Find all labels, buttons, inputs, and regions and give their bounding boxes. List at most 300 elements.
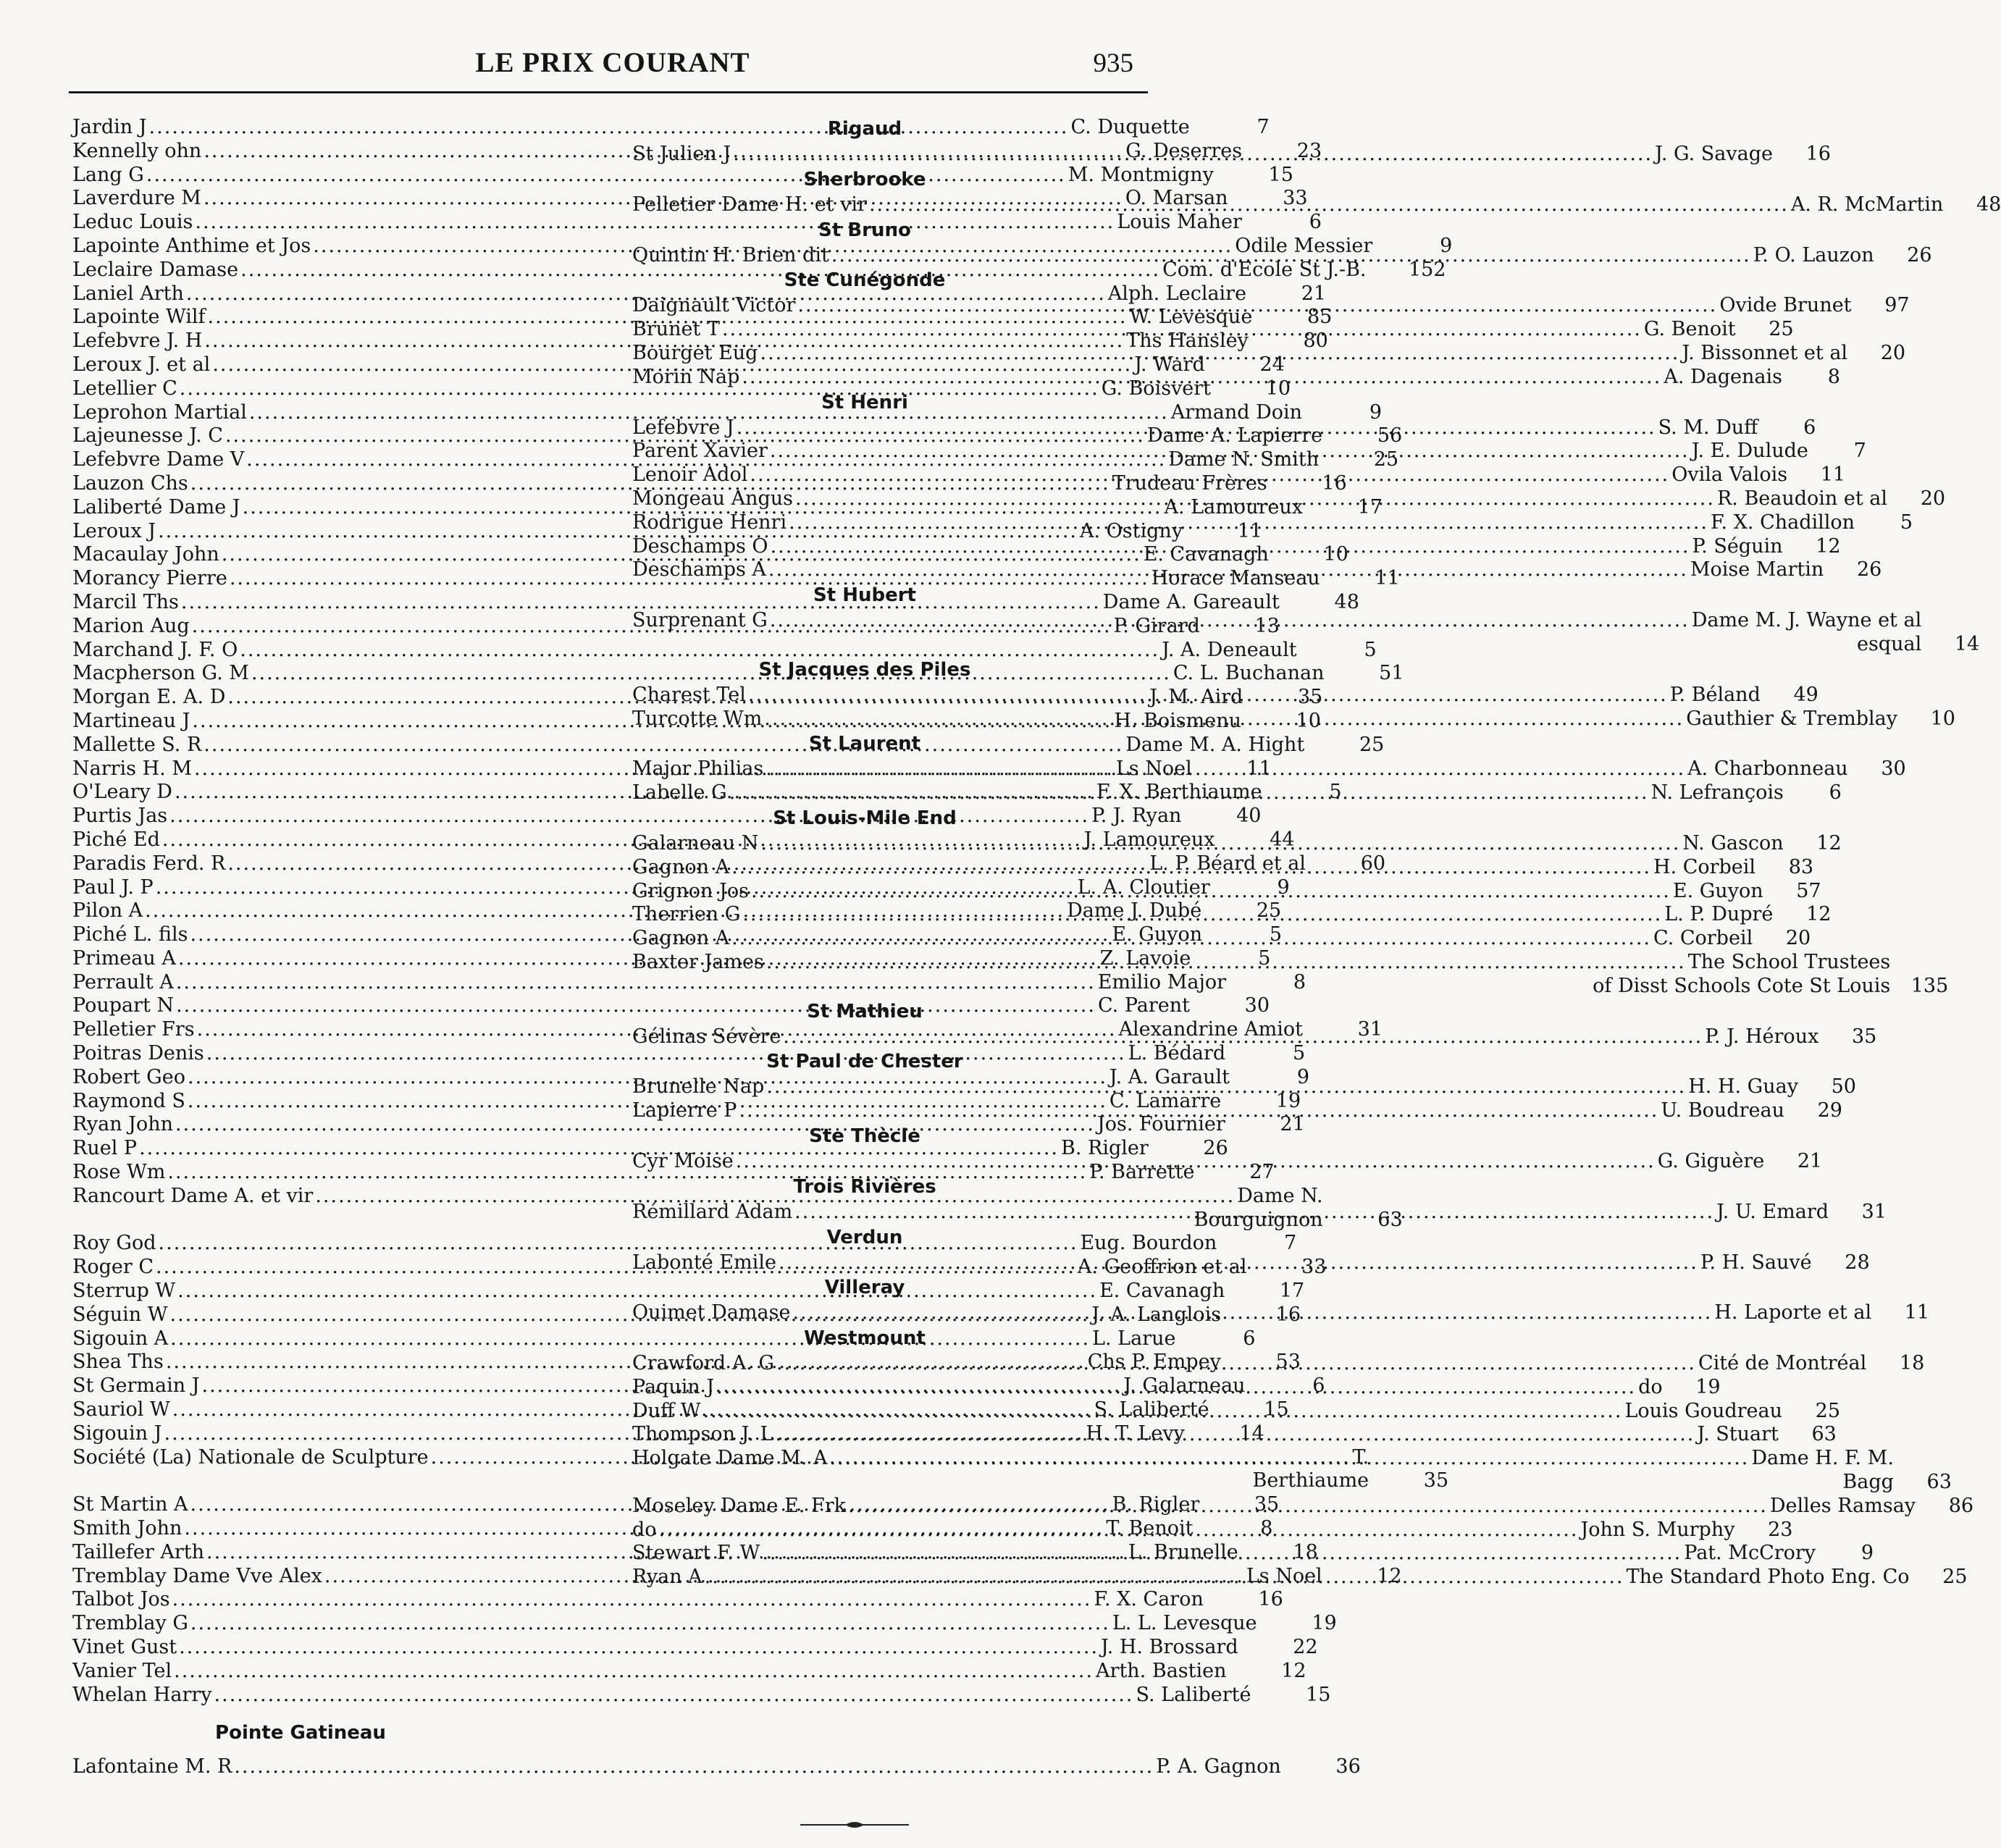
creditor-name: Dame M. J. Wayne et al bbox=[1691, 609, 1922, 632]
debtor-name: Ruel P bbox=[72, 1137, 138, 1160]
creditor-name: Ovila Valois bbox=[1671, 463, 1788, 487]
amount: 16 bbox=[1275, 1303, 1301, 1326]
amount: 22 bbox=[1293, 1636, 1318, 1658]
debtor-name: Lafontaine M. R bbox=[72, 1755, 232, 1778]
creditor-name: J. Bissonnet et al bbox=[1682, 341, 1848, 364]
creditor-name: Louis Maher bbox=[1117, 211, 1242, 234]
amount: 27 bbox=[1249, 1161, 1275, 1184]
debtor-name: Labonté Emile bbox=[632, 1251, 776, 1274]
creditor-name: Dame N. bbox=[1237, 1184, 1323, 1207]
creditor-name: L. Brunelle bbox=[1128, 1540, 1238, 1563]
creditor-name: J. Stuart bbox=[1697, 1423, 1779, 1446]
amount: 25 bbox=[1815, 1399, 1840, 1422]
leader-dots bbox=[774, 1352, 1698, 1376]
amount: 12 bbox=[1281, 1659, 1306, 1682]
creditor-name: The School Trustees bbox=[1687, 950, 1891, 973]
creditor-name: P. J. Héroux bbox=[1705, 1025, 1819, 1048]
creditor-name: R. Beaudoin et al bbox=[1716, 487, 1888, 510]
entry-line bbox=[632, 951, 1890, 975]
amount: 63 bbox=[1811, 1423, 1837, 1446]
debtor-name: Gélinas Sévère bbox=[632, 1025, 781, 1048]
debtor-name: Perrault A bbox=[72, 970, 174, 994]
debtor-name: Deschamps O bbox=[632, 534, 768, 558]
section-heading: Westmount bbox=[804, 1327, 926, 1350]
creditor-name: A. Geoffrion et al bbox=[1077, 1256, 1247, 1279]
amount: 36 bbox=[1335, 1755, 1361, 1778]
creditor-name: G. Benoit bbox=[1643, 318, 1736, 341]
debtor-name: Parent Xavier bbox=[632, 440, 768, 463]
creditor-name: N. Gascon bbox=[1682, 831, 1784, 854]
debtor-name: Sigouin J bbox=[72, 1421, 162, 1445]
leader-dots bbox=[714, 1376, 1638, 1400]
creditor-name: M. Montmigny bbox=[1067, 163, 1214, 186]
section-heading: Villeray bbox=[824, 1277, 905, 1299]
creditor-name: H. H. Guay bbox=[1688, 1075, 1798, 1099]
leader-dots bbox=[657, 1519, 1581, 1542]
amount: 9 bbox=[1277, 875, 1290, 899]
amount: 12 bbox=[1806, 903, 1832, 926]
creditor-name: J. G. Savage bbox=[1655, 143, 1773, 165]
creditor-name: Arth. Bastien bbox=[1096, 1659, 1227, 1682]
creditor-name: Emilio Major bbox=[1097, 970, 1227, 994]
debtor-name: Morgan E. A. D bbox=[72, 686, 226, 709]
debtor-name: Letellier C bbox=[72, 377, 177, 400]
leader-dots bbox=[792, 1201, 1716, 1225]
leader-dots bbox=[740, 903, 1664, 927]
debtor-name: Raymond S bbox=[72, 1089, 185, 1112]
debtor-name: Marchand J. F. O bbox=[72, 638, 238, 661]
list-item bbox=[72, 1161, 1275, 1185]
creditor-name: J. U. Emard bbox=[1716, 1200, 1829, 1223]
section-heading: Pointe Gatineau bbox=[215, 1722, 386, 1744]
amount: 15 bbox=[1306, 1683, 1331, 1706]
section-heading: Ste Thècle bbox=[809, 1125, 920, 1147]
leader-dots bbox=[829, 244, 1753, 268]
list-item bbox=[72, 1755, 1361, 1779]
creditor-name: B. Rigler bbox=[1112, 1493, 1200, 1516]
debtor-name: Ryan A bbox=[632, 1566, 702, 1589]
section-heading: Sherbrooke bbox=[803, 168, 926, 190]
creditor-continuation: Bagg bbox=[1842, 1471, 1894, 1494]
debtor-name: Quintin H. Brien dit bbox=[632, 243, 829, 266]
debtor-name: Leclaire Damase bbox=[72, 258, 239, 281]
creditor-name: H. Boismenu bbox=[1114, 709, 1241, 732]
list-item bbox=[632, 1518, 1793, 1542]
debtor-name: Lapointe Anthime et Jos bbox=[72, 234, 311, 257]
amount: 19 bbox=[1695, 1375, 1721, 1398]
debtor-name: Tremblay Dame Vve Alex bbox=[72, 1564, 322, 1587]
amount: 19 bbox=[1275, 1089, 1301, 1112]
debtor-name: Labelle G bbox=[632, 781, 727, 805]
creditor-name: S. Laliberté bbox=[1094, 1398, 1209, 1421]
creditor-name: Eug. Bourdon bbox=[1080, 1232, 1217, 1255]
amount: 8 bbox=[1260, 1517, 1273, 1540]
leader-dots bbox=[846, 1495, 1770, 1519]
amount: 19 bbox=[1312, 1612, 1337, 1635]
debtor-name: Macaulay John bbox=[72, 543, 219, 566]
amount: 48 bbox=[1976, 193, 2001, 216]
creditor-name: Odile Messier bbox=[1235, 234, 1373, 257]
amount: 12 bbox=[1377, 1564, 1402, 1587]
creditor-name: L. A. Cloutier bbox=[1077, 875, 1210, 899]
end-ornament bbox=[800, 1818, 909, 1832]
entry-text bbox=[632, 609, 1921, 657]
creditor-name: A. Ostigny bbox=[1080, 519, 1183, 542]
amount: 23 bbox=[1296, 139, 1322, 162]
amount: 5 bbox=[1329, 781, 1342, 804]
amount: 14 bbox=[1954, 632, 1980, 655]
debtor-name: Laverdure M bbox=[72, 187, 201, 210]
amount: 85 bbox=[1306, 306, 1333, 329]
creditor-name: F. X. Caron bbox=[1094, 1588, 1204, 1611]
leader-dots bbox=[763, 757, 1687, 781]
creditor-name: T. bbox=[1352, 1445, 1369, 1469]
section-heading: Verdun bbox=[826, 1226, 903, 1248]
amount: 8 bbox=[1293, 970, 1306, 994]
amount: 63 bbox=[1926, 1471, 1952, 1494]
creditor-name: C. L. Buchanan bbox=[1173, 662, 1325, 685]
section-heading: St Laurent bbox=[808, 733, 921, 755]
creditor-name: Delles Ramsay bbox=[1769, 1494, 1916, 1517]
debtor-name: Rémillard Adam bbox=[632, 1200, 793, 1223]
debtor-name: Rancourt Dame A. et vir bbox=[72, 1184, 314, 1207]
amount: 35 bbox=[1254, 1493, 1280, 1516]
amount: 25 bbox=[1373, 448, 1399, 471]
amount: 9 bbox=[1861, 1542, 1874, 1565]
debtor-name: Cyr Moise bbox=[632, 1149, 734, 1172]
creditor-name: E. Cavanagh bbox=[1143, 543, 1269, 566]
creditor-name: J. E. Dulude bbox=[1691, 440, 1808, 463]
creditor-name: J. H. Brossard bbox=[1101, 1636, 1238, 1658]
creditor-name: Gauthier & Tremblay bbox=[1686, 707, 1897, 730]
debtor-name: Grignon Jos bbox=[632, 879, 749, 902]
debtor-name: Martineau J bbox=[72, 709, 190, 732]
creditor-name: A. Dagenais bbox=[1664, 365, 1782, 388]
amount: 11 bbox=[1246, 757, 1272, 780]
list-item bbox=[72, 377, 1291, 401]
creditor-name: L. P. Béard et al bbox=[1149, 852, 1306, 875]
amount: 35 bbox=[1297, 686, 1323, 709]
debtor-name: Primeau A bbox=[72, 946, 176, 970]
amount: 53 bbox=[1275, 1351, 1301, 1374]
debtor-name: Sigouin A bbox=[72, 1327, 169, 1350]
leader-dots bbox=[773, 1423, 1697, 1447]
section-heading: St Mathieu bbox=[807, 1000, 923, 1022]
amount: 11 bbox=[1375, 567, 1400, 590]
leader-dots bbox=[727, 781, 1651, 805]
debtor-name: St Germain J bbox=[72, 1374, 200, 1398]
leader-dots bbox=[762, 707, 1686, 731]
creditor-name: Cité de Montréal bbox=[1698, 1352, 1867, 1375]
leader-dots bbox=[734, 1150, 1658, 1174]
section-heading: St Jacques des Piles bbox=[758, 658, 971, 681]
creditor-name: Dame M. A. Hight bbox=[1125, 733, 1305, 756]
debtor-name: Kennelly ohn bbox=[72, 139, 202, 162]
amount: 21 bbox=[1301, 282, 1327, 305]
creditor-name: U. Boudreau bbox=[1661, 1099, 1784, 1122]
debtor-name: Therrien G bbox=[632, 903, 741, 926]
debtor-name: Vanier Tel bbox=[72, 1659, 172, 1682]
leader-dots bbox=[739, 366, 1664, 390]
amount: 5 bbox=[1258, 946, 1271, 970]
creditor-name: Dame A. Lapierre bbox=[1146, 424, 1323, 448]
creditor-continuation: esqual bbox=[1856, 632, 1922, 655]
debtor-name: Galarneau N bbox=[632, 831, 759, 854]
leader-dots bbox=[768, 609, 1692, 633]
list-item bbox=[72, 1636, 1318, 1660]
debtor-name: Thompson J. L bbox=[632, 1423, 773, 1446]
debtor-name: Robert Geo bbox=[72, 1065, 185, 1088]
debtor-name: Holgate Dame M. A bbox=[632, 1447, 828, 1470]
creditor-name: Horace Manseau bbox=[1151, 567, 1320, 590]
amount: 12 bbox=[1816, 831, 1842, 854]
section-heading: St Hubert bbox=[813, 584, 916, 607]
amount: 7 bbox=[1257, 116, 1270, 138]
debtor-name: Laliberté Dame J bbox=[72, 495, 240, 518]
creditor-name: J. A. Langlois bbox=[1091, 1303, 1222, 1326]
amount: 5 bbox=[1900, 511, 1913, 534]
debtor-name: Bourget Eug bbox=[632, 341, 758, 364]
creditor-name: A. Charbonneau bbox=[1687, 757, 1848, 781]
creditor-name: do bbox=[1638, 1375, 1663, 1398]
creditor-name: C. Parent bbox=[1097, 994, 1191, 1017]
creditor-name: A. R. McMartin bbox=[1790, 193, 1944, 216]
creditor-name: O. Marsan bbox=[1125, 187, 1228, 210]
section-heading: St Paul de Chester bbox=[766, 1051, 963, 1073]
debtor-name: Lapointe Wilf bbox=[72, 306, 206, 329]
leader-dots bbox=[734, 416, 1658, 440]
amount: 25 bbox=[1769, 318, 1794, 341]
debtor-name: Lajeunesse J. C bbox=[72, 424, 223, 448]
leader-dots bbox=[749, 880, 1673, 904]
leader-dots bbox=[793, 487, 1717, 511]
amount: 57 bbox=[1796, 879, 1821, 902]
amount: 20 bbox=[1785, 927, 1811, 950]
creditor-name: J. A. Garault bbox=[1109, 1065, 1230, 1088]
leader-dots bbox=[729, 856, 1653, 880]
leader-dots bbox=[776, 1251, 1700, 1275]
debtor-name: Brunet T bbox=[632, 318, 720, 341]
creditor-name: Louis Goudreau bbox=[1624, 1399, 1782, 1422]
debtor-name: Laniel Arth bbox=[72, 282, 184, 305]
section-heading: Ste Cunégonde bbox=[784, 269, 946, 292]
debtor-name: do bbox=[632, 1518, 657, 1541]
amount: 12 bbox=[1816, 534, 1841, 558]
leader-dots bbox=[747, 463, 1671, 487]
leader-dots bbox=[232, 1755, 1156, 1779]
amount: 33 bbox=[1301, 1256, 1327, 1279]
amount: 11 bbox=[1820, 463, 1846, 487]
amount: 56 bbox=[1377, 424, 1403, 448]
amount: 10 bbox=[1296, 709, 1321, 732]
list-item bbox=[72, 1659, 1306, 1684]
creditor-name: Pat. McCrory bbox=[1684, 1542, 1816, 1565]
leader-dots bbox=[781, 1025, 1705, 1049]
debtor-name: Moseley Dame E. Frk bbox=[632, 1494, 846, 1517]
debtor-name: Duff W bbox=[632, 1399, 701, 1422]
creditor-name: L. P. Dupré bbox=[1664, 903, 1774, 926]
creditor-name: P. Girard bbox=[1113, 614, 1200, 637]
amount: 18 bbox=[1293, 1540, 1318, 1563]
creditor-name: Ls Noel bbox=[1115, 757, 1192, 780]
creditor-name: J. Ward bbox=[1134, 353, 1205, 376]
debtor-name: Séguin W bbox=[72, 1303, 168, 1326]
amount: 28 bbox=[1845, 1251, 1870, 1274]
creditor-name: T. Benoit bbox=[1106, 1517, 1194, 1540]
amount: 31 bbox=[1861, 1200, 1887, 1223]
amount: 7 bbox=[1853, 440, 1866, 463]
debtor-name: Lefebvre J. H bbox=[72, 329, 203, 353]
amount: 11 bbox=[1237, 519, 1263, 542]
entry-line bbox=[632, 1447, 1894, 1471]
debtor-name: Narris H. M bbox=[72, 757, 192, 780]
amount: 31 bbox=[1357, 1018, 1383, 1041]
creditor-name: P. J. Ryan bbox=[1091, 805, 1182, 828]
creditor-name: Jos. Fournier bbox=[1096, 1113, 1225, 1136]
leader-dots bbox=[795, 294, 1719, 318]
amount: 25 bbox=[1359, 733, 1385, 756]
amount: 23 bbox=[1768, 1518, 1793, 1541]
debtor-name: Société (La) Nationale de Sculpture bbox=[72, 1445, 429, 1469]
debtor-name: Marcil Ths bbox=[72, 590, 179, 613]
debtor-name: Deschamps A bbox=[632, 558, 766, 581]
section-heading: St Henri bbox=[821, 391, 908, 413]
leader-dots bbox=[766, 558, 1690, 582]
amount: 7 bbox=[1284, 1232, 1297, 1255]
page-number: 935 bbox=[1093, 49, 1133, 78]
amount: 5 bbox=[1292, 1042, 1306, 1065]
section-heading: Rigaud bbox=[827, 118, 902, 140]
amount: 16 bbox=[1258, 1588, 1283, 1611]
amount: 26 bbox=[1907, 243, 1932, 266]
creditor-name: L. Bédard bbox=[1128, 1042, 1226, 1065]
creditor-name: John S. Murphy bbox=[1580, 1518, 1735, 1541]
amount: 6 bbox=[1829, 781, 1842, 805]
amount: 49 bbox=[1793, 683, 1818, 706]
amount: 97 bbox=[1884, 294, 1910, 317]
debtor-name: Rodrigue Henri bbox=[632, 511, 787, 534]
amount: 26 bbox=[1203, 1137, 1228, 1160]
amount: 17 bbox=[1279, 1280, 1305, 1303]
debtor-name: Baxter James bbox=[632, 950, 764, 973]
leader-dots bbox=[790, 1301, 1714, 1325]
creditor-name: J. M. Aird bbox=[1149, 686, 1243, 709]
amount: 86 bbox=[1948, 1494, 1974, 1517]
debtor-name: Leroux J bbox=[72, 519, 156, 542]
amount: 33 bbox=[1283, 187, 1308, 210]
leader-dots bbox=[701, 1400, 1625, 1424]
list-item bbox=[72, 1683, 1331, 1708]
creditor-name: C. Lamarre bbox=[1109, 1089, 1222, 1112]
amount: 20 bbox=[1880, 341, 1906, 364]
leader-dots bbox=[702, 1566, 1627, 1589]
entry-line bbox=[632, 609, 1921, 633]
debtor-name: Macpherson G. M bbox=[72, 662, 249, 685]
creditor-name: Trudeau Frères bbox=[1112, 471, 1267, 495]
debtor-name: Ouimet Damase bbox=[632, 1301, 791, 1324]
creditor-name: Chs P. Empey bbox=[1087, 1351, 1221, 1374]
amount: 24 bbox=[1259, 353, 1285, 376]
creditor-name: P. O. Lauzon bbox=[1753, 243, 1874, 266]
amount: 35 bbox=[1423, 1469, 1449, 1492]
creditor-name: Alexandrine Amiot bbox=[1118, 1018, 1303, 1041]
amount: 8 bbox=[1827, 365, 1840, 388]
creditor-continuation: of Disst Schools Cote St Louis bbox=[1593, 974, 1891, 997]
list-item bbox=[72, 306, 1333, 329]
amount: 11 bbox=[1904, 1301, 1930, 1324]
creditor-continuation: Bourguignon bbox=[1194, 1208, 1323, 1231]
debtor-name: Pelletier Dame H. et vir bbox=[632, 193, 867, 216]
debtor-name: Lefebvre Dame V bbox=[72, 448, 245, 471]
creditor-name: F. X. Berthiaume bbox=[1096, 781, 1262, 804]
creditor-name: The Standard Photo Eng. Co bbox=[1626, 1566, 1910, 1589]
creditor-name: J. A. Deneault bbox=[1162, 638, 1297, 661]
creditor-name: P. Béland bbox=[1669, 683, 1761, 706]
leader-dots bbox=[212, 1684, 1136, 1708]
page-title: LE PRIX COURANT bbox=[475, 47, 750, 78]
creditor-name: Ovide Brunet bbox=[1719, 294, 1852, 317]
amount: 35 bbox=[1851, 1025, 1877, 1048]
list-item bbox=[72, 1588, 1283, 1612]
debtor-name: Brunelle Nap bbox=[632, 1075, 765, 1099]
debtor-name: Ryan John bbox=[72, 1113, 174, 1136]
debtor-name: Surprenant G bbox=[632, 609, 768, 632]
leader-dots bbox=[729, 927, 1653, 951]
creditor-name: B. Rigler bbox=[1061, 1137, 1149, 1160]
debtor-name: Rose Wm bbox=[72, 1161, 166, 1184]
debtor-name: Leroux J. et al bbox=[72, 353, 211, 376]
amount: 17 bbox=[1357, 495, 1383, 518]
creditor-name: W. Levesque bbox=[1129, 306, 1253, 329]
creditor-name: J. Galarneau bbox=[1123, 1374, 1246, 1398]
debtor-name: O'Leary D bbox=[72, 781, 172, 804]
creditor-name: N. Lefrançois bbox=[1650, 781, 1784, 805]
creditor-name: S. Laliberté bbox=[1136, 1683, 1251, 1706]
leader-dots bbox=[768, 535, 1692, 559]
amount: 10 bbox=[1930, 707, 1955, 730]
leader-dots bbox=[172, 1660, 1096, 1684]
amount: 83 bbox=[1788, 855, 1814, 878]
debtor-name: Shea Ths bbox=[72, 1351, 164, 1374]
amount: 6 bbox=[1243, 1327, 1256, 1350]
debtor-name: Roger C bbox=[72, 1256, 154, 1279]
debtor-name: Paul J. P bbox=[72, 875, 154, 899]
creditor-name: G. Boisvert bbox=[1101, 377, 1212, 400]
amount: 16 bbox=[1805, 143, 1831, 165]
debtor-name: Marion Aug bbox=[72, 614, 190, 637]
list-item bbox=[72, 1612, 1337, 1636]
entry-text bbox=[632, 951, 1890, 999]
debtor-name: Lapierre P bbox=[632, 1099, 737, 1122]
creditor-name: Com. d'Ecole St J.-B. bbox=[1162, 258, 1367, 281]
debtor-name: Talbot Jos bbox=[72, 1588, 170, 1611]
amount: 21 bbox=[1280, 1113, 1305, 1136]
leader-dots bbox=[827, 1447, 1751, 1471]
leader-dots bbox=[188, 1612, 1112, 1636]
debtor-name: Whelan Harry bbox=[72, 1683, 212, 1706]
amount: 25 bbox=[1942, 1566, 1968, 1589]
debtor-name: Poitras Denis bbox=[72, 1042, 204, 1065]
debtor-name: Morin Nap bbox=[632, 365, 740, 388]
creditor-name: L. L. Levesque bbox=[1112, 1612, 1257, 1635]
debtor-name: St Martin A bbox=[72, 1493, 188, 1516]
debtor-name: Sterrup W bbox=[72, 1280, 176, 1303]
amount: 51 bbox=[1379, 662, 1404, 685]
debtor-name: Paradis Ferd. R bbox=[72, 852, 226, 875]
debtor-name: St Julien J bbox=[632, 143, 731, 165]
creditor-name: L. Larue bbox=[1092, 1327, 1176, 1350]
debtor-name: Daignault Victor bbox=[632, 294, 796, 317]
